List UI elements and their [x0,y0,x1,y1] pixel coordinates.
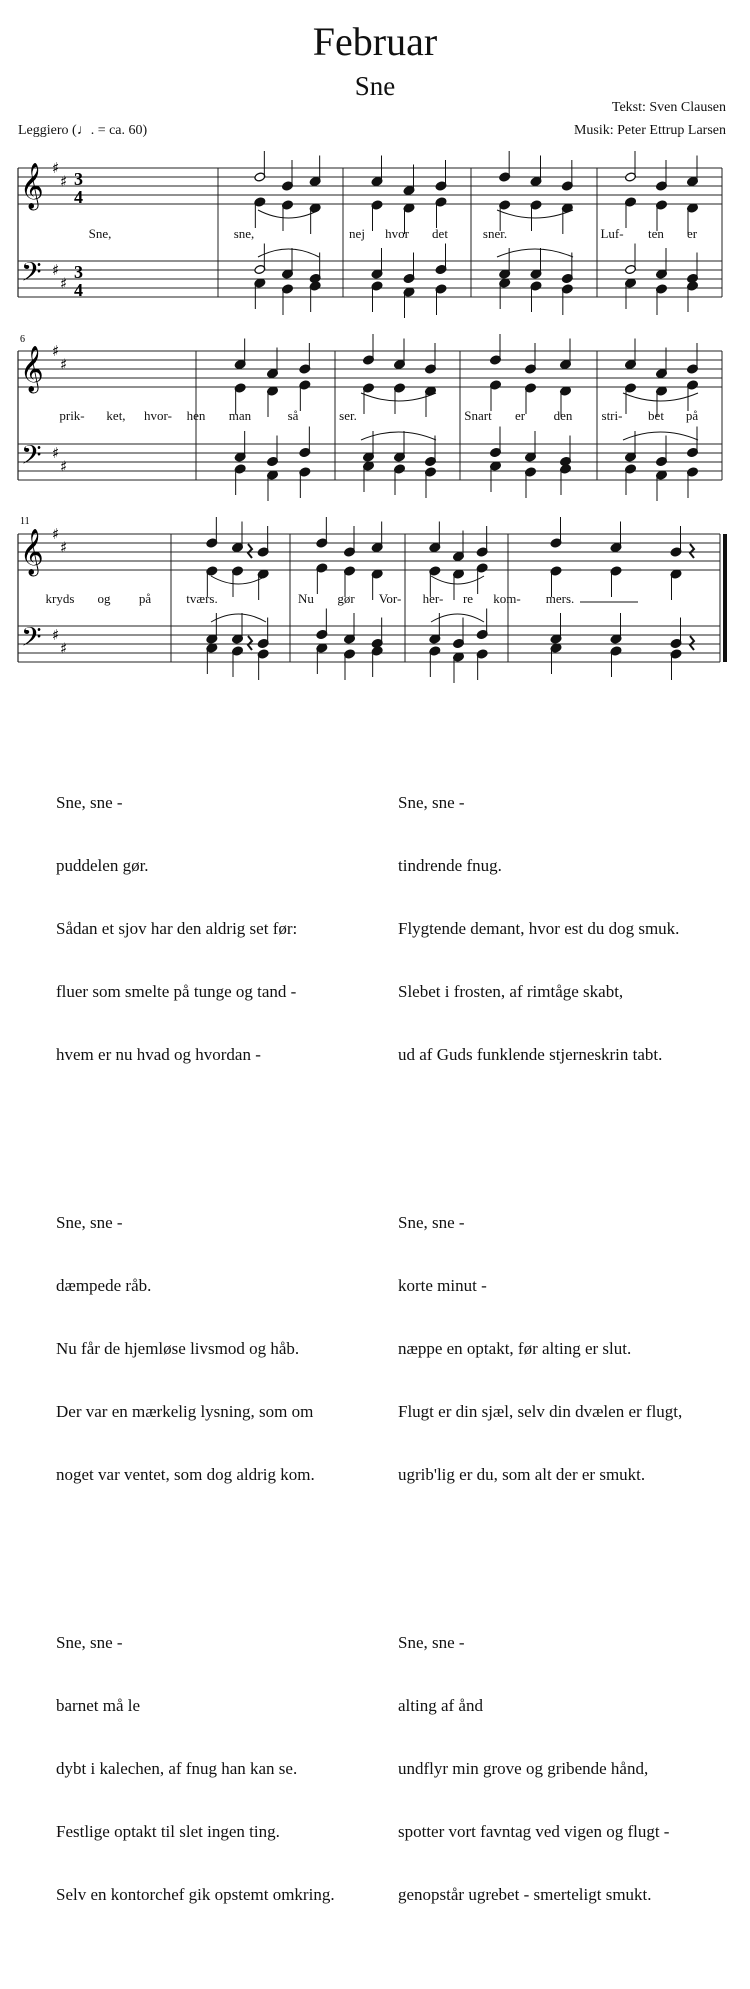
verse-line: Festlige optakt til slet ingen ting. [56,1822,280,1841]
notes [206,151,699,683]
lyric-syllable: prik- [59,408,85,423]
verse-line: ugrib'lig er du, som alt der er smukt. [398,1465,646,1484]
lyric-syllable: nej [349,226,365,241]
slur [211,576,266,584]
slur [623,432,698,440]
time-signature: 4 [74,280,83,300]
verse-line: barnet må le [56,1696,141,1715]
lyric-syllable: ser. [339,408,357,423]
slur [497,249,573,257]
treble-clef-icon: 𝄞 [20,529,44,575]
verse-line: Sådan et sjov har den aldrig set før: [56,919,298,938]
sharp-icon: ♯ [52,342,60,360]
lyric-syllable: Nu [298,591,314,606]
treble-clef-icon: 𝄞 [20,163,44,209]
verse-line: dæmpede råb. [56,1276,152,1295]
verse-line: Flygtende demant, hvor est du dog smuk. [398,919,680,938]
lyric-syllable: bet [648,408,664,423]
sharp-icon: ♯ [60,172,68,191]
lyric-syllable: kom- [493,591,521,606]
verse-line: korte minut - [398,1276,487,1295]
slur [361,432,436,440]
verse-4 [398,750,682,1107]
sharp-icon: ♯ [60,639,68,658]
sharp-icon: ♯ [60,457,68,476]
lyric-syllable: ket, [106,408,126,423]
verses-left-column [56,708,335,1989]
lyric-syllable: Luf- [600,226,624,241]
lyric-syllable: Vor- [378,591,402,606]
time-signature: 3 [74,169,83,189]
verse-3 [56,1590,335,1947]
rest-icon [690,544,694,558]
verse-line: næppe en optakt, før alting er slut. [398,1339,632,1358]
rest-icon [248,544,252,558]
lyric-syllable: hen [186,408,206,423]
lyric-syllable: på [685,408,699,423]
measure-number-6: 6 [20,334,25,345]
slur [361,393,436,401]
verses-right-column [398,708,682,1989]
sharp-icon: ♯ [52,261,60,279]
lyric-syllable: gør [337,591,355,606]
sharp-icon: ♯ [52,159,60,177]
time-signature: 4 [74,187,83,207]
sharp-icon: ♯ [52,444,60,462]
verse-line: tindrende fnug. [398,856,502,875]
lyric-syllable: man [228,408,252,423]
verse-line: ud af Guds funklende stjerneskrin tabt. [398,1045,663,1064]
bass-clef-icon: 𝄢 [21,256,42,294]
rest-icon [690,636,694,650]
treble-clef-icon: 𝄞 [20,346,44,392]
verse-line: Sne, sne - [56,1633,123,1652]
lyric-syllable: re [462,591,474,606]
verse-line: Selv en kontorchef gik opstemt omkring. [56,1885,335,1904]
bass-clef-icon: 𝄢 [21,439,42,477]
lyric-syllable: hvor [385,226,409,241]
verse-line: Flugt er din sjæl, selv din dvælen er flugt, [398,1402,683,1421]
sharp-icon: ♯ [60,274,68,293]
lyric-syllable: stri- [601,408,623,423]
sharp-icon: ♯ [52,525,60,543]
lyric-syllable: kryds [45,591,75,606]
verse-line: Sne, sne - [56,793,123,812]
time-signature: 3 [74,262,83,282]
lyric-syllable: tværs. [186,591,218,606]
verse-line: genopstår ugrebet - smerteligt smukt. [398,1885,652,1904]
verse-5 [398,1170,682,1527]
lyric-syllable: ten [648,226,664,241]
bass-clef-icon: 𝄢 [21,621,42,659]
verse-line: Der var en mærkelig lysning, som om [56,1402,314,1421]
composer-credit: Musik: Peter Ettrup Larsen [573,123,726,138]
rest-icon [248,636,252,650]
lyric-syllable: så [287,408,299,423]
lyric-syllable: Snart [464,408,492,423]
verse-line: alting af ånd [398,1696,483,1715]
verse-line: Sne, sne - [398,1633,465,1652]
lyric-syllable: det [432,226,448,241]
verse-line: dybt i kalechen, af fnug han kan se. [56,1759,298,1778]
verse-2 [56,1170,335,1527]
lyric-syllable: er [514,408,526,423]
tempo-marking: Leggiero (♩. = ca. 60) [18,123,148,138]
measure-number-11: 11 [20,516,30,527]
verse-line: undflyr min grove og gribende hånd, [398,1759,649,1778]
verse-line: Sne, sne - [398,1213,465,1232]
slur [211,614,266,622]
verse-line: Slebet i frosten, af rimtåge skabt, [398,982,624,1001]
lyric-syllable: på [138,591,152,606]
lyric-syllable: og [97,591,111,606]
verse-6 [398,1590,682,1947]
lyric-syllable: hvor- [144,408,172,423]
verse-line: spotter vort favntag ved vigen og flugt - [398,1822,670,1841]
lyric-syllable: her- [422,591,444,606]
music-score [0,0,750,700]
verse-line: puddelen gør. [56,856,149,875]
sharp-icon: ♯ [60,355,68,374]
final-barline [723,534,727,662]
lyric-syllable: den [553,408,573,423]
lyric-syllable: sne, [233,226,255,241]
lyric-syllable: er [686,226,698,241]
lyric-syllable: sner. [482,226,508,241]
song-title: Februar [312,19,438,64]
verse-line: noget var ventet, som dog aldrig kom. [56,1465,315,1484]
verse-line: fluer som smelte på tunge og tand - [56,982,297,1001]
lyric-syllable: mers. [545,591,575,606]
slur [258,210,319,218]
verse-line: Sne, sne - [56,1213,123,1232]
verse-line: Nu får de hjemløse livsmod og håb. [56,1339,300,1358]
sharp-icon: ♯ [60,538,68,557]
verse-line: Sne, sne - [398,793,465,812]
lyric-syllable: Sne, [88,226,112,241]
slur [497,210,573,218]
slur [258,249,319,257]
verse-1 [56,750,335,1107]
lyricist-credit: Tekst: Sven Clausen [611,100,726,115]
verse-line: hvem er nu hvad og hvordan - [56,1045,261,1064]
sharp-icon: ♯ [52,626,60,644]
song-subtitle: Sne [354,71,396,101]
